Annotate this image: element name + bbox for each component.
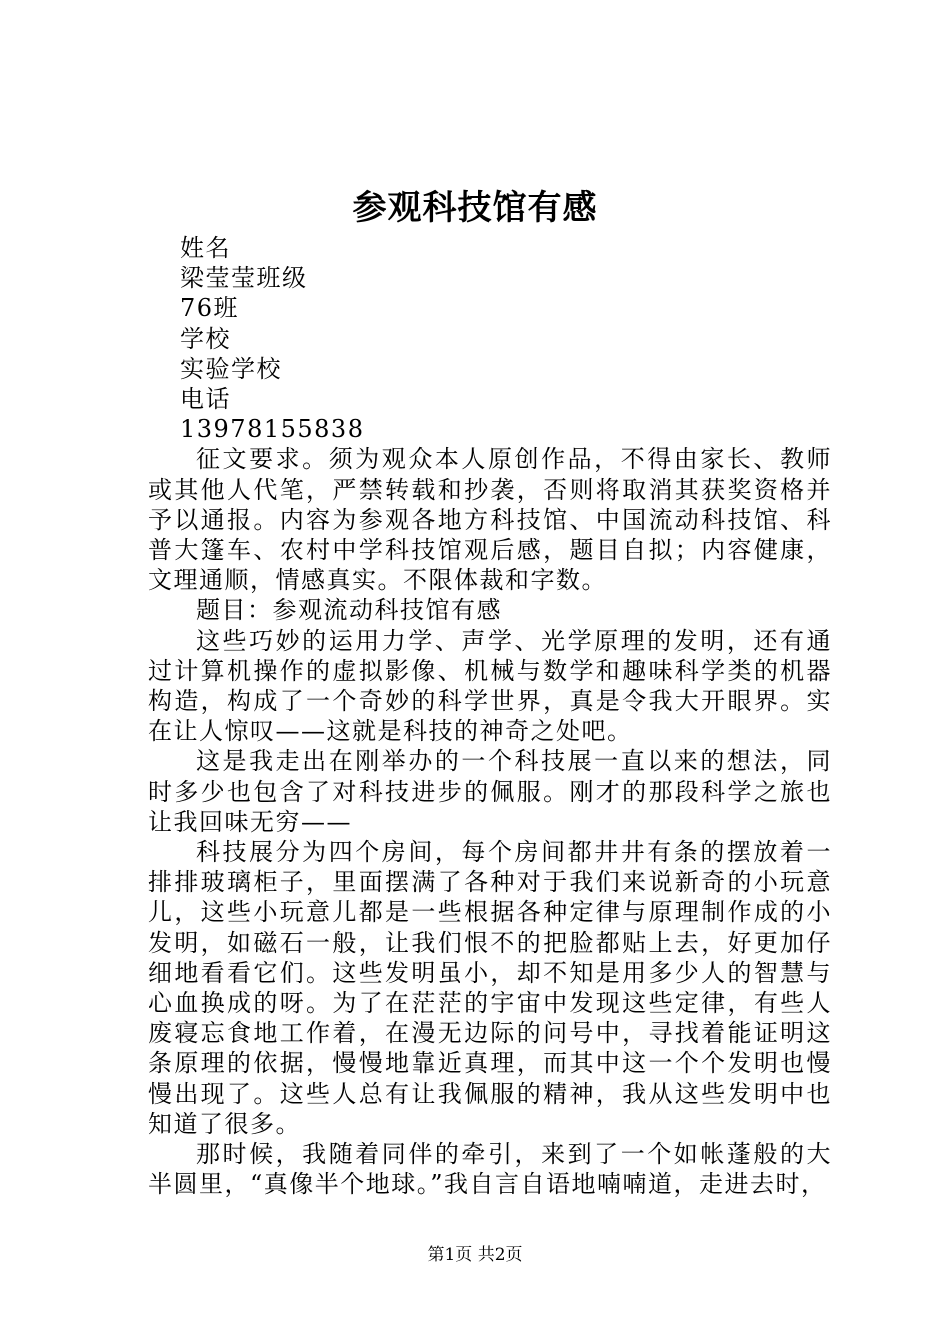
paragraph-exhibition-rooms: 科技展分为四个房间，每个房间都井井有条的摆放着一排排玻璃柜子，里面摆满了各种对于我们来说新奇的小玩意儿，这些小玩意儿都是一些根据各种定律与原理制作成的小发明，如磁石一般，让我们恨不的把脸都贴上去，好更加仔细地看看它们。这些发明虽小，却不知是用多少人的智慧与心血换成的呀。为了在茫茫的宇宙中发现这些定律，有些人废寝忘食地工作着，在漫无边际的问号中，寻找着能证明这条原理的依据，慢慢地靠近真理，而其中这一个个发明也慢慢出现了。这些人总有让我佩服的精神，我从这些发明中也知道了很多。 xyxy=(148,838,832,1138)
info-line-phone-value: 13978155838 xyxy=(180,415,365,444)
page-footer: 第1页 共2页 xyxy=(427,1245,523,1265)
paragraph-requirements: 征文要求。须为观众本人原创作品，不得由家长、教师或其他人代笔，严禁转载和抄袭，否则将取消其获奖资格并予以通报。内容为参观各地方科技馆、中国流动科技馆、科普大篷车、农村中学科技馆观后感，题目自拟；内容健康，文理通顺，情感真实。不限体裁和字数。 xyxy=(148,445,832,595)
info-line-name-label: 姓名 xyxy=(180,234,231,262)
paragraph-exhibition-thoughts: 这是我走出在刚举办的一个科技展一直以来的想法，同时多少也包含了对科技进步的佩服。刚才的那段科学之旅也让我回味无穷—— xyxy=(148,747,832,836)
info-line-phone-label: 电话 xyxy=(180,385,231,414)
document-title: 参观科技馆有感 xyxy=(352,188,598,228)
info-line-class-value: 76班 xyxy=(180,294,240,323)
info-line-school-value: 实验学校 xyxy=(180,354,282,383)
info-line-school-label: 学校 xyxy=(180,324,231,353)
info-line-name-class: 梁莹莹班级 xyxy=(180,264,308,293)
paragraph-topic: 题目：参观流动科技馆有感 xyxy=(196,596,502,625)
paragraph-dome: 那时候，我随着同伴的牵引，来到了一个如帐蓬般的大半圆里，“真像半个地球。”我自言自语地喃喃道，走进去时， xyxy=(148,1140,832,1199)
document-body xyxy=(148,233,832,1200)
paragraph-inventions: 这些巧妙的运用力学、声学、光学原理的发明，还有通过计算机操作的虚拟影像、机械与数学和趣味科学类的机器构造，构成了一个奇妙的科学世界，真是令我大开眼界。实在让人惊叹——这就是科技的神奇之处吧。 xyxy=(148,626,832,746)
